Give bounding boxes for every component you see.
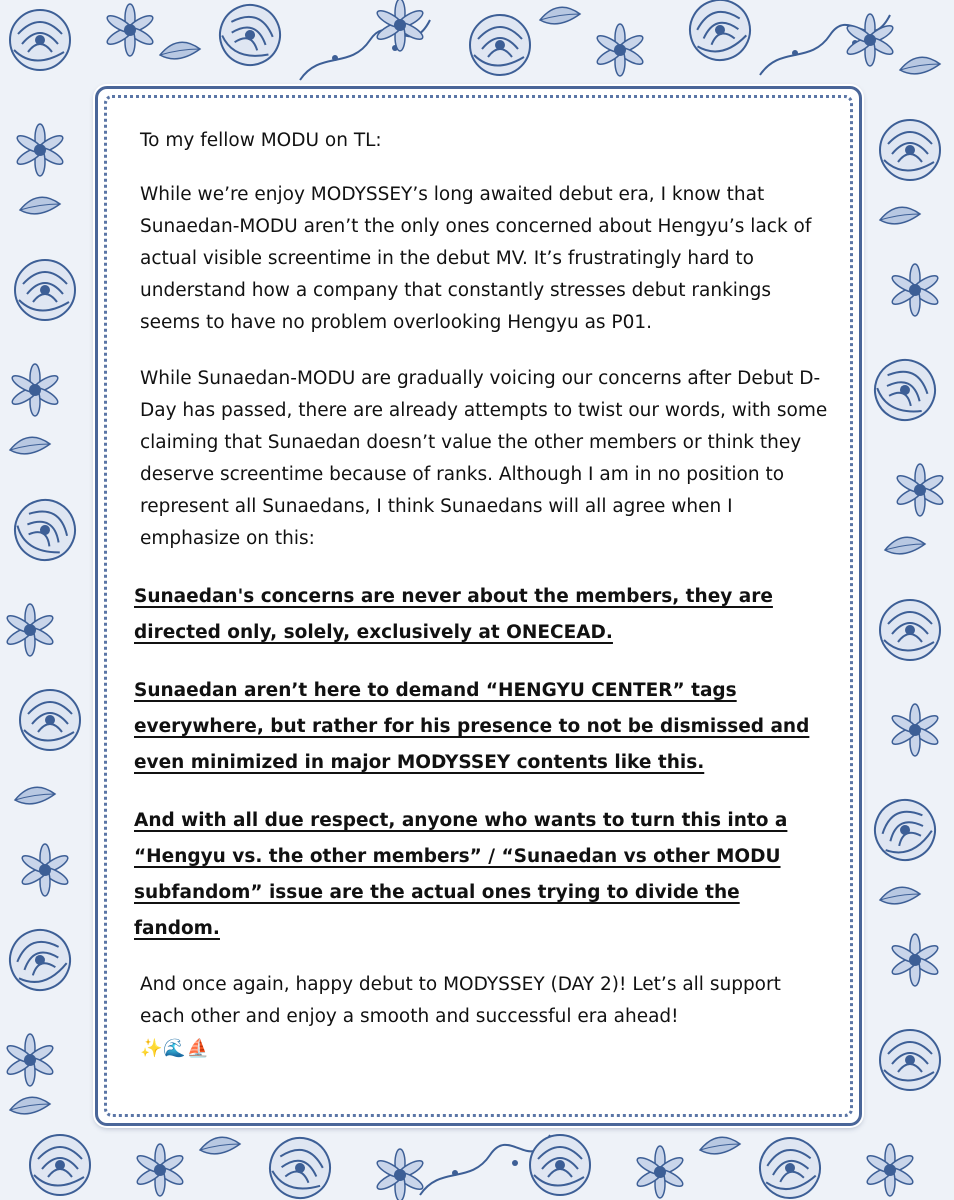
letter-paragraph-1: While we’re enjoy MODYSSEY’s long awaited debut era, I know that Sunaedan-MODU aren’t the only ones concerned about Hengyu’s lack of actual visible screentime in the debut MV. It’s frustratingly hard to understand how a company that constantly stresses debut rankings seems to have no problem overlooking Hengyu as P01.: [140, 184, 812, 333]
letter-greeting: To my fellow MODU on TL:: [140, 130, 382, 151]
letter-card: [95, 86, 862, 1126]
emphasis-statement-2: Sunaedan aren’t here to demand “HENGYU CENTER” tags everywhere, but rather for his presence to not be dismissed and even minimized in major MODYSSEY contents like this.: [134, 680, 810, 773]
emphasis-statement-3: And with all due respect, anyone who wants to turn this into a “Hengyu vs. the other members” / “Sunaedan vs other MODU subfandom” issue are the actual ones trying to divide the fandom.: [134, 810, 788, 939]
closing-text: And once again, happy debut to MODYSSEY (DAY 2)! Let’s all support each other and enjoy a smooth and successful era ahead!: [140, 974, 781, 1027]
letter-closing: [140, 969, 830, 1065]
closing-emojis: ✨🌊⛵: [140, 1038, 211, 1059]
letter-paragraph-2: While Sunaedan-MODU are gradually voicing our concerns after Debut D-Day has passed, there are already attempts to twist our words, with some claiming that Sunaedan doesn’t value the other members or think they deserve screentime because of ranks. Although I am in no position to represent all Sunaedans, I think Sunaedans will all agree when I emphasize on this:: [140, 368, 828, 549]
letter-body: [134, 125, 830, 1089]
emphasis-statement-1: Sunaedan's concerns are never about the members, they are directed only, solely, exclusively at ONECEAD.: [134, 586, 773, 643]
